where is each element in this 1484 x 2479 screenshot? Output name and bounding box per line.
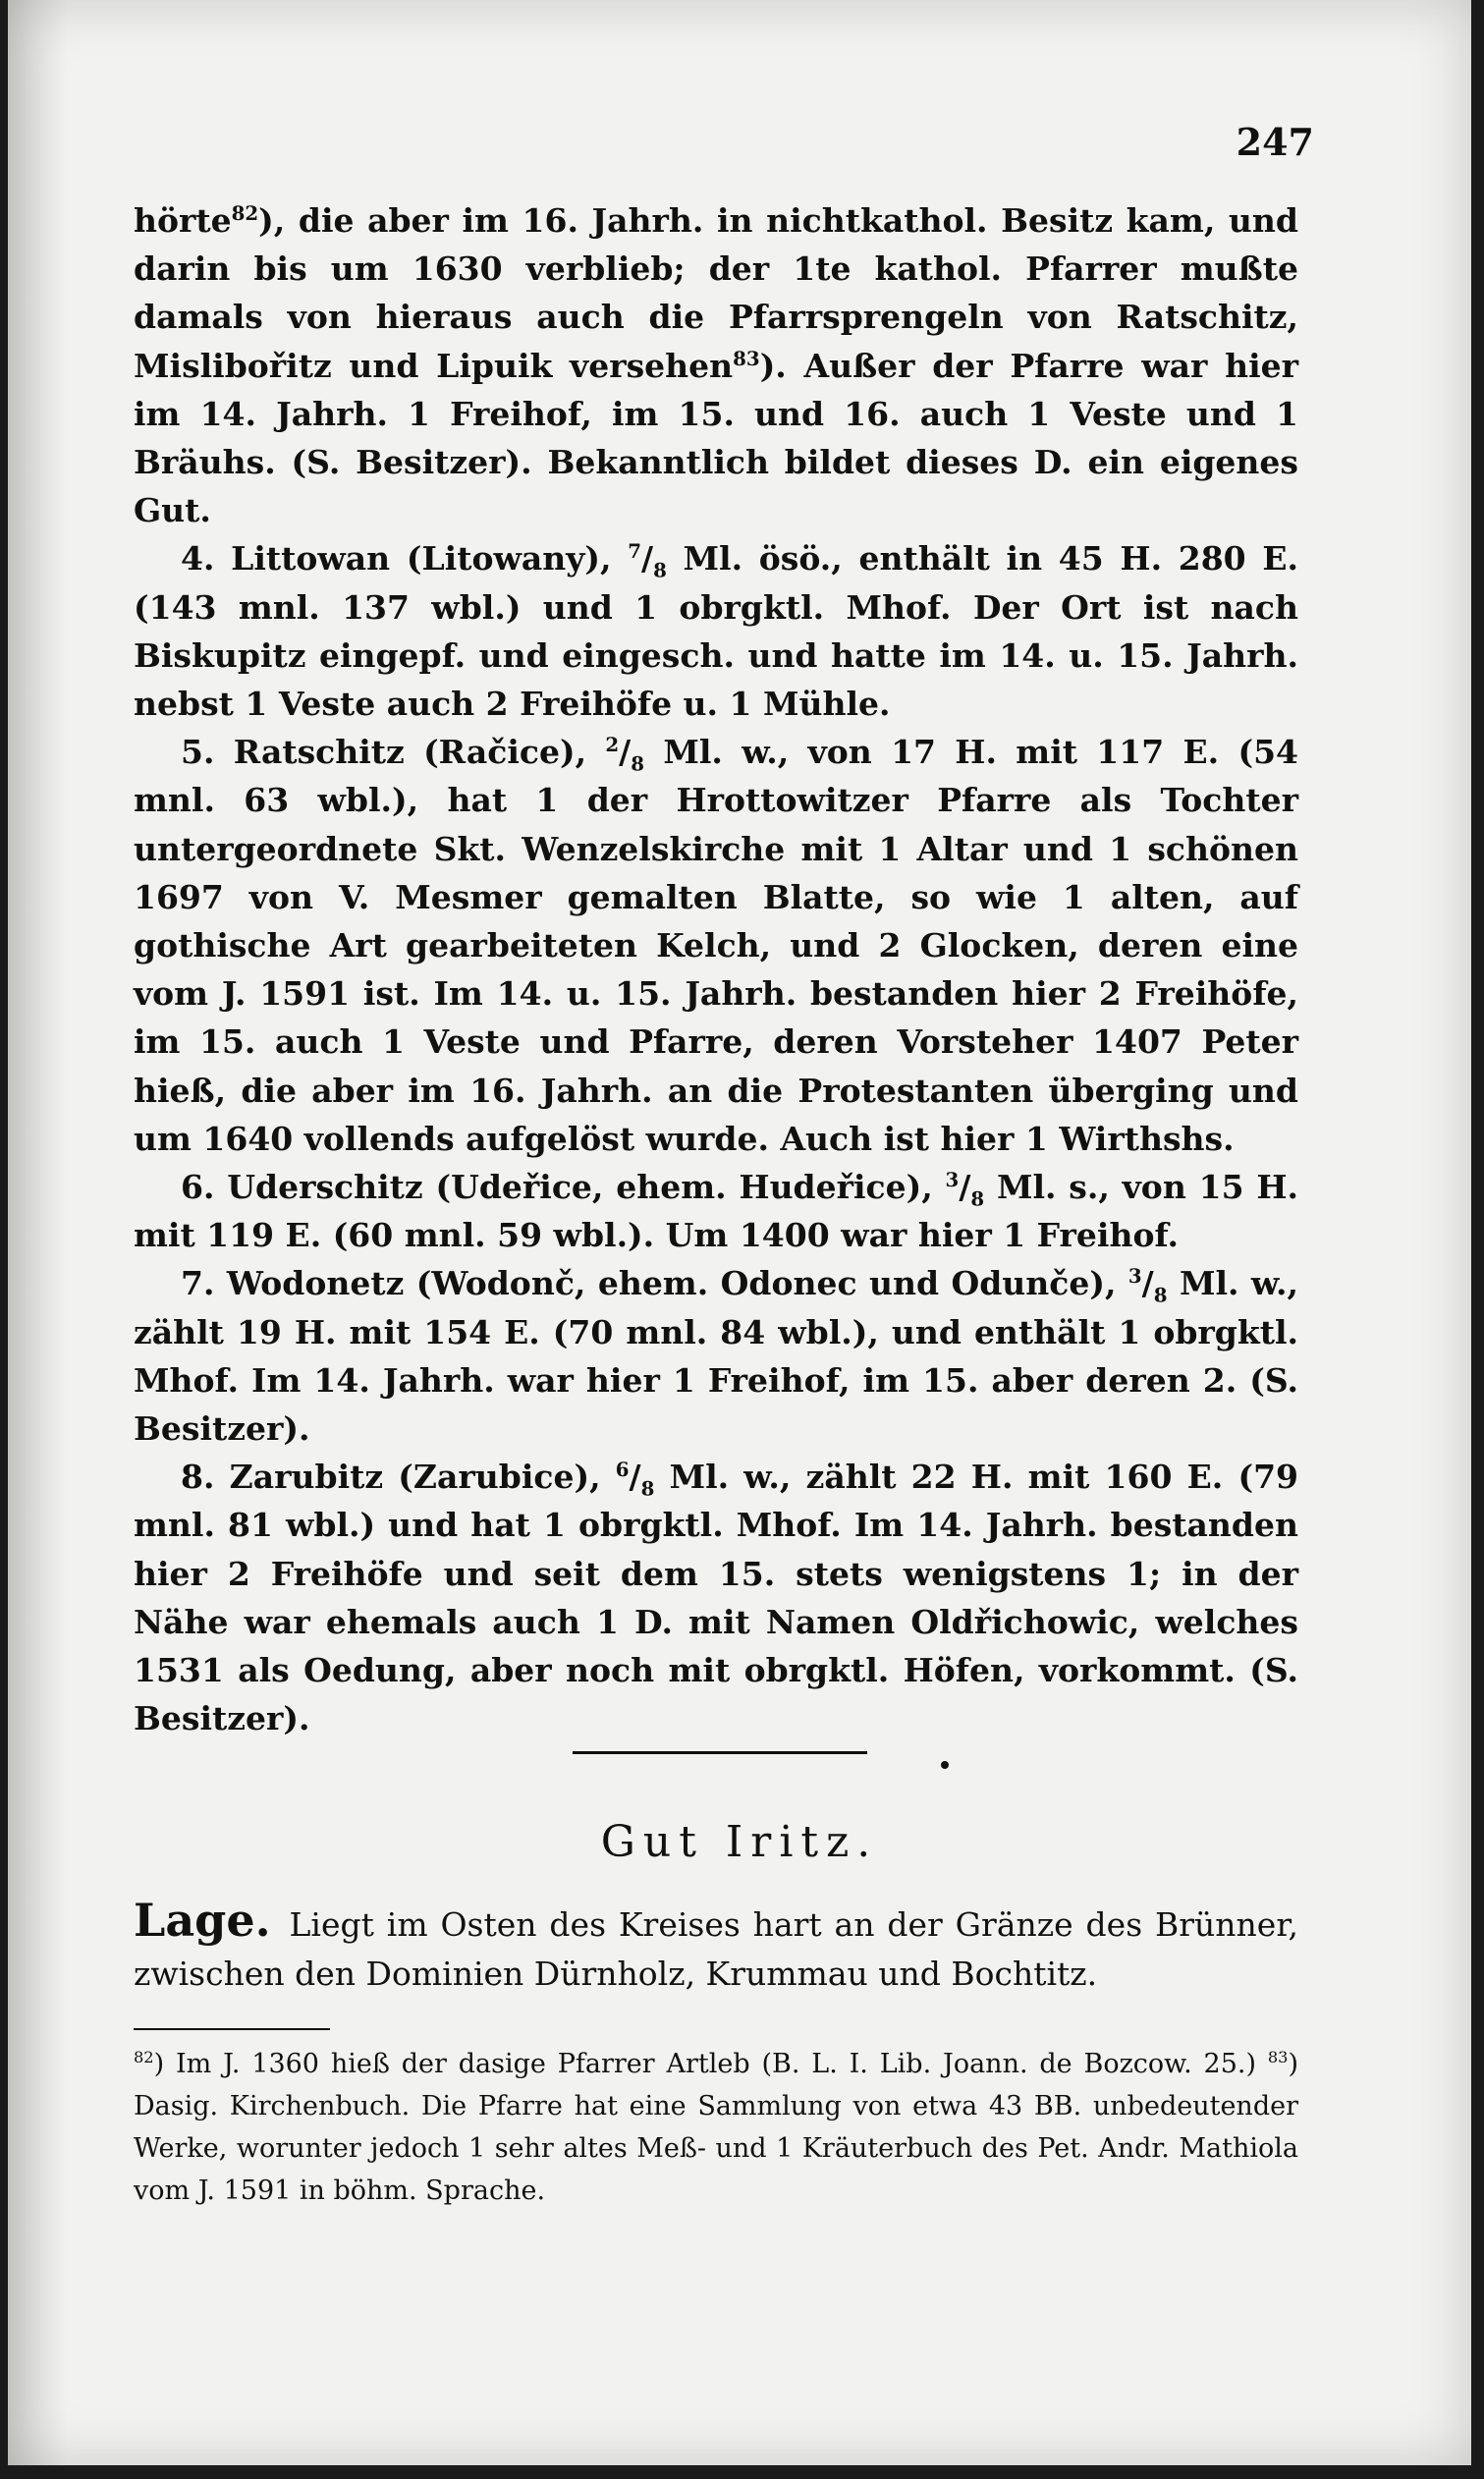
footnote-mark: 82 (134, 2048, 154, 2066)
fraction-numerator: 3 (1127, 1264, 1142, 1289)
entry-text: Ml. ösö., enthält in 45 H. 280 E. (143 mnl. 137 wbl.) und 1 obrgktl. Mhof. Der Ort ist nach Biskupitz eingepf. und eingesch. und hatte im 14. u. 15. Jahrh. nebst 1 Veste auch 2 Freihöfe u. 1 Mühle. (134, 539, 1298, 724)
entry-heading: 5. Ratschitz (Račice), (181, 733, 587, 772)
page-number: 247 (1236, 120, 1314, 164)
entry-heading: 6. Uderschitz (Udeřice, ehem. Hudeřice), (181, 1168, 933, 1207)
fraction-numerator: 6 (615, 1458, 630, 1482)
lage-paragraph (134, 1896, 1298, 1999)
paragraph-continuation (134, 196, 1298, 534)
footnote-ref: 82 (231, 201, 259, 225)
text-segment: hörte (134, 201, 232, 240)
lage-text: Liegt im Osten des Kreises hart an der Gränze des Brünner, zwischen den Dominien Dürnholz, Krummau und Bochtitz. (134, 1905, 1298, 1993)
scan-shadow (8, 0, 67, 2465)
entry-heading: 8. Zarubitz (Zarubice), (181, 1458, 601, 1497)
fraction-denominator: 8 (653, 559, 667, 583)
entry-wodonetz: 7. Wodonetz (Wodonč, ehem. Odonec und Odunče), $^3/_8$ Ml. w., zählt 19 H. mit 154 E. (70 mnl. 84 wbl.), und enthält 1 obrgktl. Mhof. Im 14. Jahrh. war hier 1 Freihof, im 15. aber deren 2. (S. Besitzer). (134, 1264, 1298, 1449)
fraction-denominator: 8 (970, 1186, 985, 1211)
fraction-denominator: 8 (640, 1476, 655, 1501)
entry-ratschitz: 5. Ratschitz (Račice), $^2/_8$ Ml. w., von 17 H. mit 117 E. (54 mnl. 63 wbl.), hat 1 der Hrottowitzer Pfarre als Tochter untergeordnete Skt. Wenzelskirche mit 1 Altar und 1 schönen 1697 von V. Mesmer gemalten Blatte, so wie 1 alten, auf gothische Art gearbeiteten Kelch, und 2 Glocken, deren eine vom J. 1591 ist. Im 14. u. 15. Jahrh. bestanden hier 2 Freihöfe, im 15. auch 1 Veste und Pfarre, deren Vorsteher 1407 Peter hieß, die aber im 16. Jahrh. an die Protestanten überging und um 1640 vollends aufgelöst wurde. Auch ist hier 1 Wirthshs. (134, 733, 1299, 1158)
book-page (8, 0, 1471, 2465)
fraction-numerator: 2 (605, 733, 620, 757)
footnotes: $^{82}$) Im J. 1360 hieß der dasige Pfarrer Artleb (B. L. I. Lib. Joann. de Bozcow. 25.) $^{83}$) Dasig. Kirchenbuch. Die Pfarre hat eine Sammlung von etwa 43 BB. unbedeutender Werke, worunter jedoch 1 sehr altes Meß- und 1 Kräuterbuch des Pet. Andr. Mathiola vom J. 1591 in böhm. Sprache. (134, 2048, 1298, 2206)
section-divider (573, 1751, 867, 1754)
entry-text: Ml. s., von 15 H. mit 119 E. (60 mnl. 59 wbl.). Um 1400 war hier 1 Freihof. (134, 1168, 1298, 1255)
body-text (134, 196, 1298, 1743)
fraction-numerator: 3 (945, 1168, 960, 1192)
footnote-83-text: Dasig. Kirchenbuch. Die Pfarre hat eine Sammlung von etwa 43 BB. unbedeutender Werke, worunter jedoch 1 sehr altes Meß- und 1 Kräuterbuch des Pet. Andr. Mathiola vom J. 1591 in böhm. Sprache. (134, 2091, 1298, 2206)
lage-heading: Lage. (134, 1894, 271, 1947)
footnote-rule (134, 2028, 330, 2030)
entry-text: Ml. w., zählt 19 H. mit 154 E. (70 mnl. 84 wbl.), und enthält 1 obrgktl. Mhof. Im 14. Jahrh. war hier 1 Freihof, im 15. aber deren 2. (S. Besitzer). (134, 1264, 1298, 1449)
entry-zarubitz: 8. Zarubitz (Zarubice), $^6/_8$ Ml. w., zählt 22 H. mit 160 E. (79 mnl. 81 wbl.) und hat 1 obrgktl. Mhof. Im 14. Jahrh. bestanden hier 2 Freihöfe und seit dem 15. stets wenigstens 1; in der Nähe war ehemals auch 1 D. mit Namen Oldřichowic, welches 1531 als Oedung, aber noch mit obrgktl. Höfen, vorkommt. (S. Besitzer). (134, 1458, 1298, 1738)
entry-heading: 7. Wodonetz (Wodonč, ehem. Odonec und Odunče), (181, 1264, 1117, 1303)
fraction-denominator: 8 (1153, 1284, 1168, 1308)
footnote-ref: 83 (733, 346, 760, 370)
footnote-82-text: Im J. 1360 hieß der dasige Pfarrer Artleb (B. L. I. Lib. Joann. de Bozcow. 25.) (176, 2049, 1256, 2079)
entry-heading: 4. Littowan (Litowany), (181, 539, 612, 578)
entry-text: Ml. w., zählt 22 H. mit 160 E. (79 mnl. 81 wbl.) und hat 1 obrgktl. Mhof. Im 14. Jahrh. bestanden hier 2 Freihöfe und seit dem 15. stets wenigstens 1; in der Nähe war ehemals auch 1 D. mit Namen Oldřichowic, welches 1531 als Oedung, aber noch mit obrgktl. Höfen, vorkommt. (S. Besitzer). (134, 1458, 1298, 1738)
entry-littowan: 4. Littowan (Litowany), $^7/_8$ Ml. ösö., enthält in 45 H. 280 E. (143 mnl. 137 wbl.) und 1 obrgktl. Mhof. Der Ort ist nach Biskupitz eingepf. und eingesch. und hatte im 14. u. 15. Jahrh. nebst 1 Veste auch 2 Freihöfe u. 1 Mühle. (134, 539, 1298, 724)
section-title: Gut Iritz. (600, 1817, 879, 1867)
entry-text: Ml. w., von 17 H. mit 117 E. (54 mnl. 63 wbl.), hat 1 der Hrottowitzer Pfarre als Tochter untergeordnete Skt. Wenzelskirche mit 1 Altar und 1 schönen 1697 von V. Mesmer gemalten Blatte, so wie 1 alten, auf gothische Art gearbeiteten Kelch, und 2 Glocken, deren eine vom J. 1591 ist. Im 14. u. 15. Jahrh. bestanden hier 2 Freihöfe, im 15. auch 1 Veste und Pfarre, deren Vorsteher 1407 Peter hieß, die aber im 16. Jahrh. an die Protestanten überging und um 1640 vollends aufgelöst wurde. Auch ist hier 1 Wirthshs. (134, 733, 1299, 1158)
footnote-mark: 83 (1267, 2048, 1289, 2066)
fraction-denominator: 8 (631, 751, 644, 776)
fraction-numerator: 7 (628, 539, 641, 564)
text-segment: ), die aber im 16. Jahrh. in nichtkathol. Besitz kam, und darin bis um 1630 verblieb; der 1te kathol. Pfarrer mußte damals von hieraus auch die Pfarrsprengeln von Ratschitz, Mislibořitz und Lipuik versehen (134, 201, 1298, 385)
divider-dot (941, 1761, 949, 1769)
entry-uderschitz: 6. Uderschitz (Udeřice, ehem. Hudeřice), $^3/_8$ Ml. s., von 15 H. mit 119 E. (60 mnl. 59 wbl.). Um 1400 war hier 1 Freihof. (134, 1168, 1298, 1255)
text-segment: ). Außer der Pfarre war hier im 14. Jahrh. 1 Freihof, im 15. und 16. auch 1 Veste und 1 Bräuhs. (S. Besitzer). Bekanntlich bildet dieses D. ein eigenes Gut. (134, 346, 1298, 530)
